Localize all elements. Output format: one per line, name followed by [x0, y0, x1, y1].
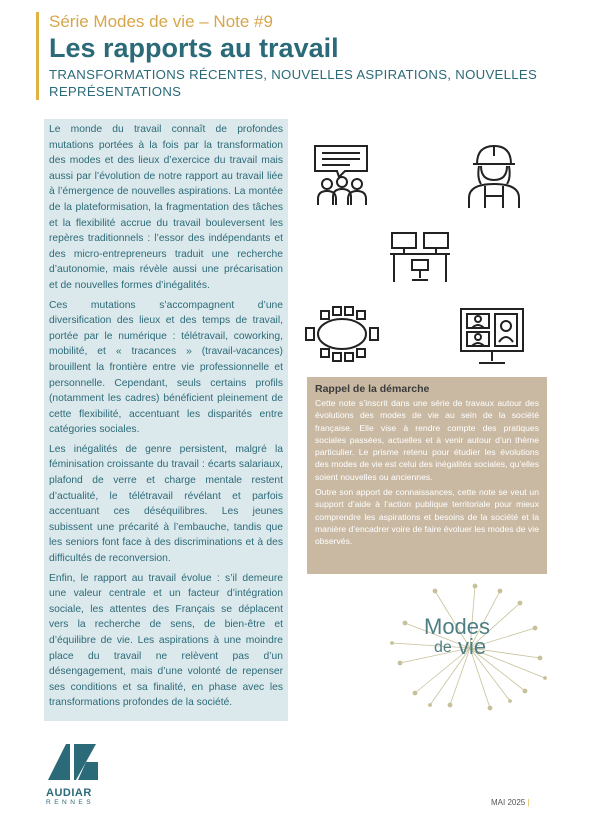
rappel-paragraph: Cette note s’inscrit dans une série de travaux autour des évolutions des modes de vie au sein de la société française. Elle vise à rendre compte des pratiques sociales passées, actuelles et à venir autour d’un thème particulier. Le prisme retenu pour étudier les évolutions des modes de vie est celui des inégalités sociales, qu’elles soient nouvelles ou anciennes. [315, 398, 539, 482]
intro-text-box [44, 119, 288, 721]
rappel-demarche-box [307, 377, 547, 574]
footer-date [491, 798, 530, 807]
page-title: Les rapports au travail [49, 33, 339, 63]
paragraph: Les inégalités de genre persistent, malgré la féminisation croissante du travail : écarts salariaux, plafond de verre et charge mentale restent d’actualité, le télétravail révélant et parfois accentuant ces déséquilibres. Les jeunes subissent une précarité à l’embauche, tandis que les seniors font face à des discriminations et à des difficultés de reconversion. [49, 443, 283, 565]
audiar-name: AUDIAR [46, 787, 92, 799]
logo-text-de: de [434, 639, 452, 656]
paragraph: Enfin, le rapport au travail évolue : s’il demeure une valeur centrale et un facteur d’intégration sociale, les attentes des Français se déplacent vers la recherche de sens, de bien-être et d’équilibre de vie. Les aspirations à une moindre place du travail ne relèvent pas d’un désengagement, mais d’une volonté de repenser ses conditions et sa finalité, en phase avec les transformations profondes de la société. [49, 572, 283, 709]
paragraph: Le monde du travail connaît de profondes mutations portées à la fois par la transformation des modes et des lieux d’exercice du travail mais aussi par l’évolution de notre rapport au travail liée à l’émergence de nouvelles aspirations. La montée de la plateformisation, la fragmentation des tâches et la flexibilité accrue du travail bouleversent les repères traditionnels : l’essor des indépendants et des micro-entrepreneurs traduit une recherche d’autonomie, mais révèle aussi une précarisation et de nouvelles formes d’inégalités. [49, 124, 283, 291]
header [36, 12, 569, 100]
logo-text-vie: vie [458, 634, 487, 659]
audiar-city: RENNES [46, 799, 95, 806]
paragraph: Ces mutations s’accompagnent d’une diversification des lieux et des temps de travail, portée par le numérique : télétravail, coworking, mobilité, et « tracances » (travail-vacances) brouillent la frontière entre vie professionnelle et personnelle. Cependant, seuls certains profils (notamment les cadres) bénéficient pleinement de cette flexibilité, accentuant les disparités entre catégories sociales. [49, 299, 283, 436]
meeting-discussion-icon [310, 143, 374, 207]
worker-helmet-icon [463, 142, 525, 210]
audiar-mark-icon [46, 742, 102, 782]
footer-separator: | [527, 798, 530, 807]
video-call-icon [459, 307, 525, 367]
date-label: MAI 2025 [491, 798, 526, 807]
rappel-paragraph: Outre son apport de connaissances, cette note se veut un support d’aide à l’action publique territoriale pour mieux comprendre les aspirations et besoins de la société et la manière d’encadrer voire de faire évoluer les modes de vie observés. [315, 487, 539, 547]
modes-de-vie-logo [380, 583, 550, 713]
workstation-desk-icon [388, 230, 452, 284]
conference-table-icon [303, 305, 381, 363]
audiar-logo [46, 742, 106, 806]
page-subtitle: TRANSFORMATIONS RÉCENTES, NOUVELLES ASPIRATIONS, NOUVELLES REPRÉSENTATIONS [49, 67, 538, 99]
logo-text-modes: Modes [424, 614, 491, 639]
series-label: Série Modes de vie – Note #9 [49, 12, 273, 31]
rappel-title: Rappel de la démarche [315, 383, 430, 395]
